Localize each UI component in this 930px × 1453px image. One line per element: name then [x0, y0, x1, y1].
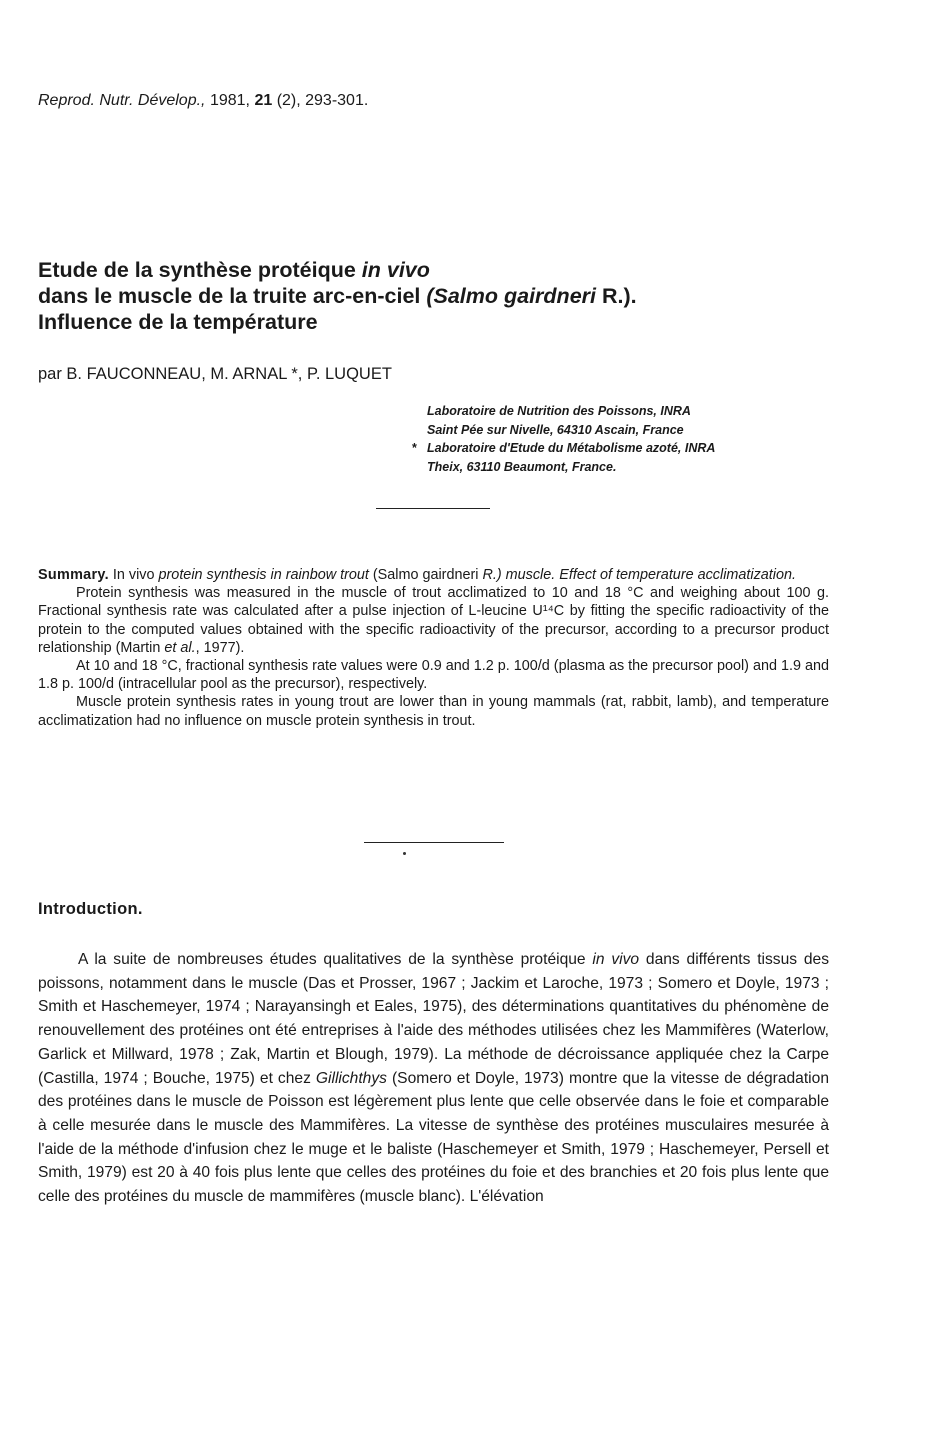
title-line-3: Influence de la température	[38, 310, 318, 334]
affiliation-line: Theix, 63110 Beaumont, France.	[427, 459, 617, 474]
summary-title	[38, 566, 829, 584]
summary-title-italic: protein synthesis in rainbow trout	[154, 567, 369, 583]
body-text: A la suite de nombreuses études qualitatives de la synthèse protéique	[78, 951, 593, 968]
affiliations	[412, 402, 892, 476]
summary-text: , 1977).	[195, 639, 245, 656]
summary-section	[38, 566, 829, 730]
journal-citation	[38, 92, 368, 110]
summary-paragraph-2: At 10 and 18 °C, fractional synthesis rate values were 0.9 and 1.2 p. 100/d (plasma as the precursor pool) and 1.9 and 1.8 p. 100/d (intracellular pool as the precursor), respectively.	[38, 658, 829, 693]
summary-title-text: (Salmo gairdneri	[368, 567, 479, 583]
title-species: (Salmo gairdneri	[426, 284, 596, 308]
title-line-2	[38, 283, 898, 309]
title-text: R.).	[596, 284, 637, 308]
summary-title-italic: muscle. Effect of temperature acclimatization.	[501, 567, 796, 583]
summary-title-text: In vivo	[108, 567, 155, 583]
summary-italic: et al.	[164, 639, 196, 656]
footnote-star: *	[412, 441, 417, 455]
body-italic: in vivo	[592, 951, 640, 968]
introduction-paragraph	[38, 948, 829, 1209]
introduction-body	[38, 948, 829, 1209]
summary-title-italic: R.)	[478, 567, 502, 583]
author-list: par B. FAUCONNEAU, M. ARNAL *, P. LUQUET	[38, 365, 392, 383]
citation-volume: 21	[254, 92, 273, 109]
separator-rule	[376, 508, 490, 509]
affiliation-line: Saint Pée sur Nivelle, 64310 Ascain, France	[427, 422, 684, 437]
citation-year: 1981,	[209, 92, 250, 109]
body-italic-genus: Gillichthys	[315, 1069, 387, 1087]
citation-issue-pages: (2), 293-301.	[276, 92, 369, 109]
title-italic: in vivo	[361, 258, 430, 282]
summary-text: Protein synthesis was measured in the muscle of trout acclimatized to 10 and 18 °C and weighing about 100 g. Fractional synthesis rate was calculated after a pulse injection of L-leucine U¹⁴C by fitting the specific radioactivity of the protein to the computed values obtained with the specific radioactivity of the precursor, according to a precursor product relationship (Martin	[38, 585, 829, 656]
affiliation-text: Laboratoire d'Etude du Métabolisme azoté, INRA	[427, 441, 716, 455]
paper-title	[38, 257, 898, 335]
summary-paragraph-3: Muscle protein synthesis rates in young trout are lower than in young mammals (rat, rabbit, lamb), and temperature acclimatization had no influence on muscle protein synthesis in trout.	[38, 694, 829, 729]
section-heading-introduction: Introduction.	[38, 900, 143, 918]
title-text: dans le muscle de la truite arc-en-ciel	[38, 284, 427, 308]
title-line-1	[38, 257, 898, 283]
body-text: (Somero et Doyle, 1973) montre que la vitesse de dégradation des protéines dans le muscle de Poisson est légèrement plus lente que celle observée dans le foie et comparable à celle mesurée dans le muscle des Mammifères. La vitesse de synthèse des protéines musculaires mesurée à l'aide de la méthode d'infusion chez le muge et le baliste (Haschemeyer et Smith, 1979 ; Haschemeyer, Persell et Smith, 1979) est 20 à 40 fois plus lente que celles des protéines du foie et des branchies et 20 fois plus lente que celle des protéines du muscle de mammifères (muscle blanc). L'élévation	[38, 1069, 829, 1206]
separator-rule	[364, 842, 504, 843]
title-text: Etude de la synthèse protéique	[38, 258, 362, 282]
summary-paragraph-1	[38, 584, 829, 657]
separator-dot	[403, 852, 406, 855]
journal-name: Reprod. Nutr. Dévelop.,	[38, 92, 206, 109]
affiliation-line: Laboratoire de Nutrition des Poissons, INRA	[427, 404, 691, 418]
affiliation-line-starred	[412, 439, 892, 458]
summary-label: Summary.	[38, 567, 109, 583]
body-text: dans différents tissus des poissons, notamment dans le muscle (Das et Prosser, 1967 ; Jackim et Laroche, 1973 ; Somero et Doyle, 1973 ; Smith et Haschemeyer, 1974 ; Narayansingh et Eales, 1975), des déterminations quantitatives du phénomène de renouvellement des protéines ont été entreprises à l'aide des méthodes utilisées chez les Mammifères (Waterlow, Garlick et Millward, 1978 ; Zak, Martin et Blough, 1979). La méthode de décroissance appliquée chez la Carpe (Castilla, 1974 ; Bouche, 1975) et chez	[38, 951, 829, 1087]
